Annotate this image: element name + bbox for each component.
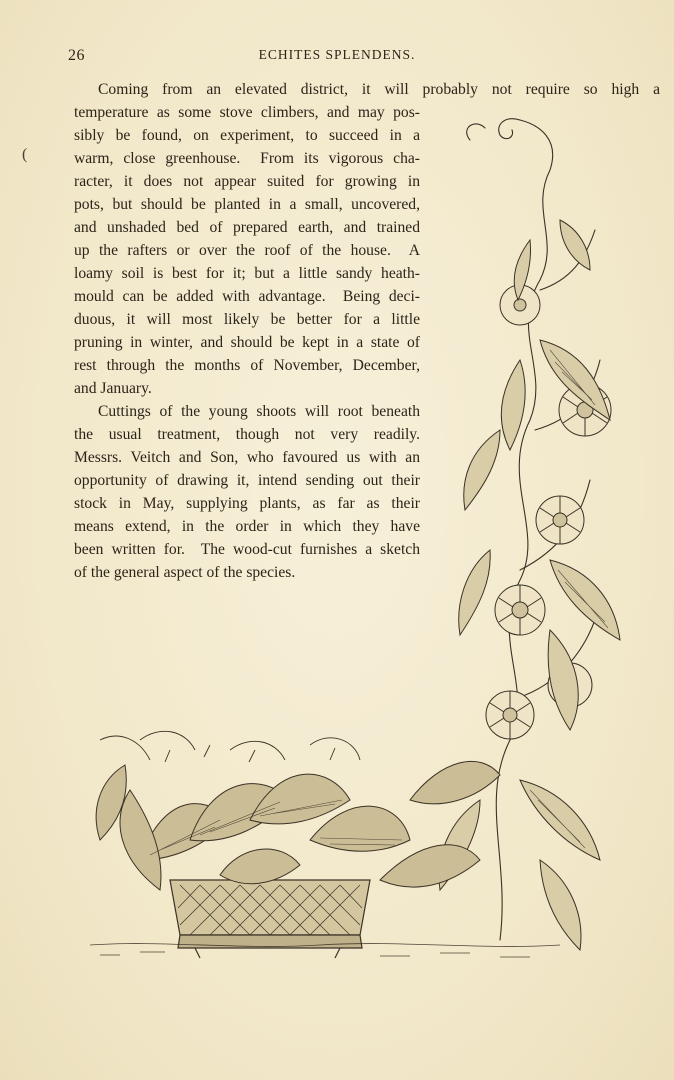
text-line: Coming from an elevated district, it will probably not require so high a	[98, 81, 660, 98]
running-title: ECHITES SPLENDENS.	[258, 47, 416, 62]
text-line: loamy soil is best for it; but a little sandy heath-	[74, 265, 420, 282]
text-line: up the rafters or over the roof of the house. A	[74, 242, 420, 259]
text-line: sibly be found, on experiment, to succeed in a	[74, 127, 420, 144]
text-line: pruning in winter, and should be kept in a state of	[74, 334, 420, 351]
text-line: been written for. The wood-cut furnishes a sketch	[74, 541, 420, 558]
text-line: pots, but should be planted in a small, uncovered,	[74, 196, 420, 213]
text-line: Cuttings of the young shoots will root beneath	[98, 403, 420, 420]
text-line: opportunity of drawing it, intend sending out their	[74, 472, 420, 489]
text-line: mould can be added with advantage. Being deci-	[74, 288, 420, 305]
stray-mark: (	[22, 146, 28, 163]
text-line: warm, close greenhouse. From its vigorous cha-	[74, 150, 420, 167]
text-line: racter, it does not appear suited for growing in	[74, 173, 420, 190]
text-line: stock in May, supplying plants, as far as their	[74, 495, 420, 512]
page-number: 26	[68, 47, 85, 64]
text-line: of the general aspect of the species.	[74, 564, 296, 581]
text-line: and January.	[74, 380, 152, 397]
text-line: rest through the months of November, December,	[74, 357, 420, 374]
text-line: and unshaded bed of prepared earth, and trained	[74, 219, 420, 236]
text-line: the usual treatment, though not very readily.	[74, 426, 420, 443]
woodcut-echites-plant-illustration	[80, 100, 660, 1000]
text-line: Messrs. Veitch and Son, who favoured us with an	[74, 449, 420, 466]
text-line: means extend, in the order in which they have	[74, 518, 420, 535]
text-line: temperature as some stove climbers, and may pos-	[74, 104, 420, 121]
text-line: duous, it will most likely be better for a little	[74, 311, 420, 328]
